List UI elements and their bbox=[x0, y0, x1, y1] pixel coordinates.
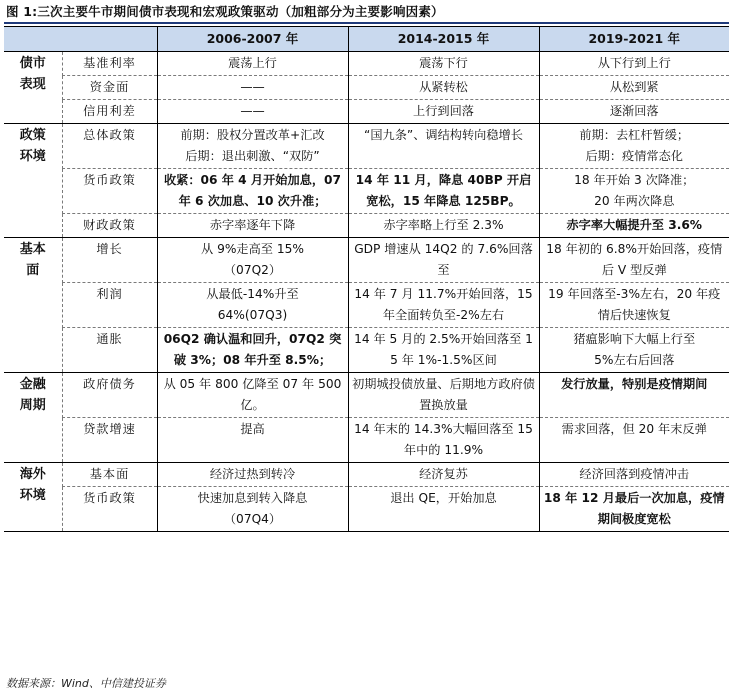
figure-title: 图 1:三次主要牛市期间债市表现和宏观政策驱动（加粗部分为主要影响因素） bbox=[6, 4, 444, 19]
row-item: 总体政策 bbox=[62, 124, 157, 169]
cell: 06Q2 确认温和回升，07Q2 突破 3%；08 年升至 8.5%； bbox=[157, 328, 348, 373]
cell: 赤字率逐年下降 bbox=[157, 214, 348, 238]
row-item: 基本面 bbox=[62, 463, 157, 487]
cell: 发行放量，特别是疫情期间 bbox=[539, 373, 729, 418]
table-row bbox=[4, 238, 729, 283]
cell: 提高 bbox=[157, 418, 348, 463]
cell: 赤字率略上行至 2.3% bbox=[348, 214, 539, 238]
cell: 震荡上行 bbox=[157, 52, 348, 76]
row-item: 资金面 bbox=[62, 76, 157, 100]
row-item: 货币政策 bbox=[62, 169, 157, 214]
cell: 19 年回落至-3%左右，20 年疫情后快速恢复 bbox=[539, 283, 729, 328]
cell: 震荡下行 bbox=[348, 52, 539, 76]
table-row bbox=[4, 100, 729, 124]
cell: 赤字率大幅提升至 3.6% bbox=[539, 214, 729, 238]
cell: “国九条”、调结构转向稳增长 bbox=[348, 124, 539, 169]
category-overseas: 海外 环境 bbox=[19, 467, 46, 503]
table-row bbox=[4, 283, 729, 328]
category-bond-market: 债市 表现 bbox=[4, 52, 62, 124]
table-row bbox=[4, 328, 729, 373]
cell: 14 年 7 月 11.7%开始回落，15 年全面转负至-2%左右 bbox=[348, 283, 539, 328]
cell: 初期城投债放量、后期地方政府债置换放量 bbox=[348, 373, 539, 418]
header-2019: 2019-2021 年 bbox=[539, 27, 729, 52]
cell: 经济过热到转冷 bbox=[157, 463, 348, 487]
cell: 14 年 11 月，降息 40BP 开启宽松，15 年降息 125BP。 bbox=[348, 169, 539, 214]
table-row bbox=[4, 124, 729, 169]
cell: 收紧：06 年 4 月开始加息，07 年 6 次加息、10 次升准； bbox=[157, 169, 348, 214]
table-row bbox=[4, 373, 729, 418]
cell: 快速加息到转入降息 （07Q4） bbox=[157, 487, 348, 532]
table-row bbox=[4, 52, 729, 76]
row-item: 基准利率 bbox=[62, 52, 157, 76]
row-item: 财政政策 bbox=[62, 214, 157, 238]
cell: 经济复苏 bbox=[348, 463, 539, 487]
table-row bbox=[4, 418, 729, 463]
cell: 需求回落，但 20 年末反弹 bbox=[539, 418, 729, 463]
table-row bbox=[4, 169, 729, 214]
row-item: 通胀 bbox=[62, 328, 157, 373]
row-item: 信用利差 bbox=[62, 100, 157, 124]
cell: 退出 QE，开始加息 bbox=[348, 487, 539, 532]
cell: GDP 增速从 14Q2 的 7.6%回落至 bbox=[348, 238, 539, 283]
cell: 经济回落到疫情冲击 bbox=[539, 463, 729, 487]
category-policy: 政策 环境 bbox=[4, 124, 62, 238]
category-financial-cycle: 金融 周期 bbox=[4, 373, 62, 463]
cell: 猪瘟影响下大幅上行至 5%左右后回落 bbox=[539, 328, 729, 373]
table-row bbox=[4, 214, 729, 238]
category-fundamentals: 基本 面 bbox=[4, 238, 62, 373]
cell: 18 年 12 月最后一次加息，疫情期间极度宽松 bbox=[539, 487, 729, 532]
row-item: 利润 bbox=[62, 283, 157, 328]
row-item: 增长 bbox=[62, 238, 157, 283]
cell: 14 年 5 月的 2.5%开始回落至 15 年 1%-1.5%区间 bbox=[348, 328, 539, 373]
cell: —— bbox=[157, 76, 348, 100]
header-blank-item bbox=[62, 27, 157, 52]
cell: 从最低-14%升至 64%(07Q3) bbox=[157, 283, 348, 328]
row-item: 货币政策 bbox=[62, 487, 157, 532]
header-row bbox=[4, 27, 729, 52]
header-blank bbox=[4, 27, 62, 52]
cell: 从紧转松 bbox=[348, 76, 539, 100]
cell: 18 年开始 3 次降准； 20 年两次降息 bbox=[539, 169, 729, 214]
cell: 前期：去杠杆暂缓； 后期：疫情常态化 bbox=[539, 124, 729, 169]
comparison-table bbox=[4, 26, 729, 532]
cell: 逐渐回落 bbox=[539, 100, 729, 124]
cell: 上行到回落 bbox=[348, 100, 539, 124]
cell: —— bbox=[157, 100, 348, 124]
title-rule bbox=[4, 22, 729, 24]
table-row bbox=[4, 487, 729, 532]
cell: 从松到紧 bbox=[539, 76, 729, 100]
cell: 从下行到上行 bbox=[539, 52, 729, 76]
row-item: 贷款增速 bbox=[62, 418, 157, 463]
cell: 18 年初的 6.8%开始回落，疫情后 V 型反弹 bbox=[539, 238, 729, 283]
cell: 从 9%走高至 15% （07Q2） bbox=[157, 238, 348, 283]
data-source-note: 数据来源：Wind、中信建投证券 bbox=[6, 677, 166, 690]
cell: 14 年末的 14.3%大幅回落至 15 年中的 11.9% bbox=[348, 418, 539, 463]
header-2014: 2014-2015 年 bbox=[348, 27, 539, 52]
header-2006: 2006-2007 年 bbox=[157, 27, 348, 52]
table-row bbox=[4, 463, 729, 487]
row-item: 政府债务 bbox=[62, 373, 157, 418]
cell: 前期：股权分置改革+汇改 后期：退出刺激、“双防” bbox=[157, 124, 348, 169]
cell: 从 05 年 800 亿降至 07 年 500 亿。 bbox=[157, 373, 348, 418]
table-row bbox=[4, 76, 729, 100]
